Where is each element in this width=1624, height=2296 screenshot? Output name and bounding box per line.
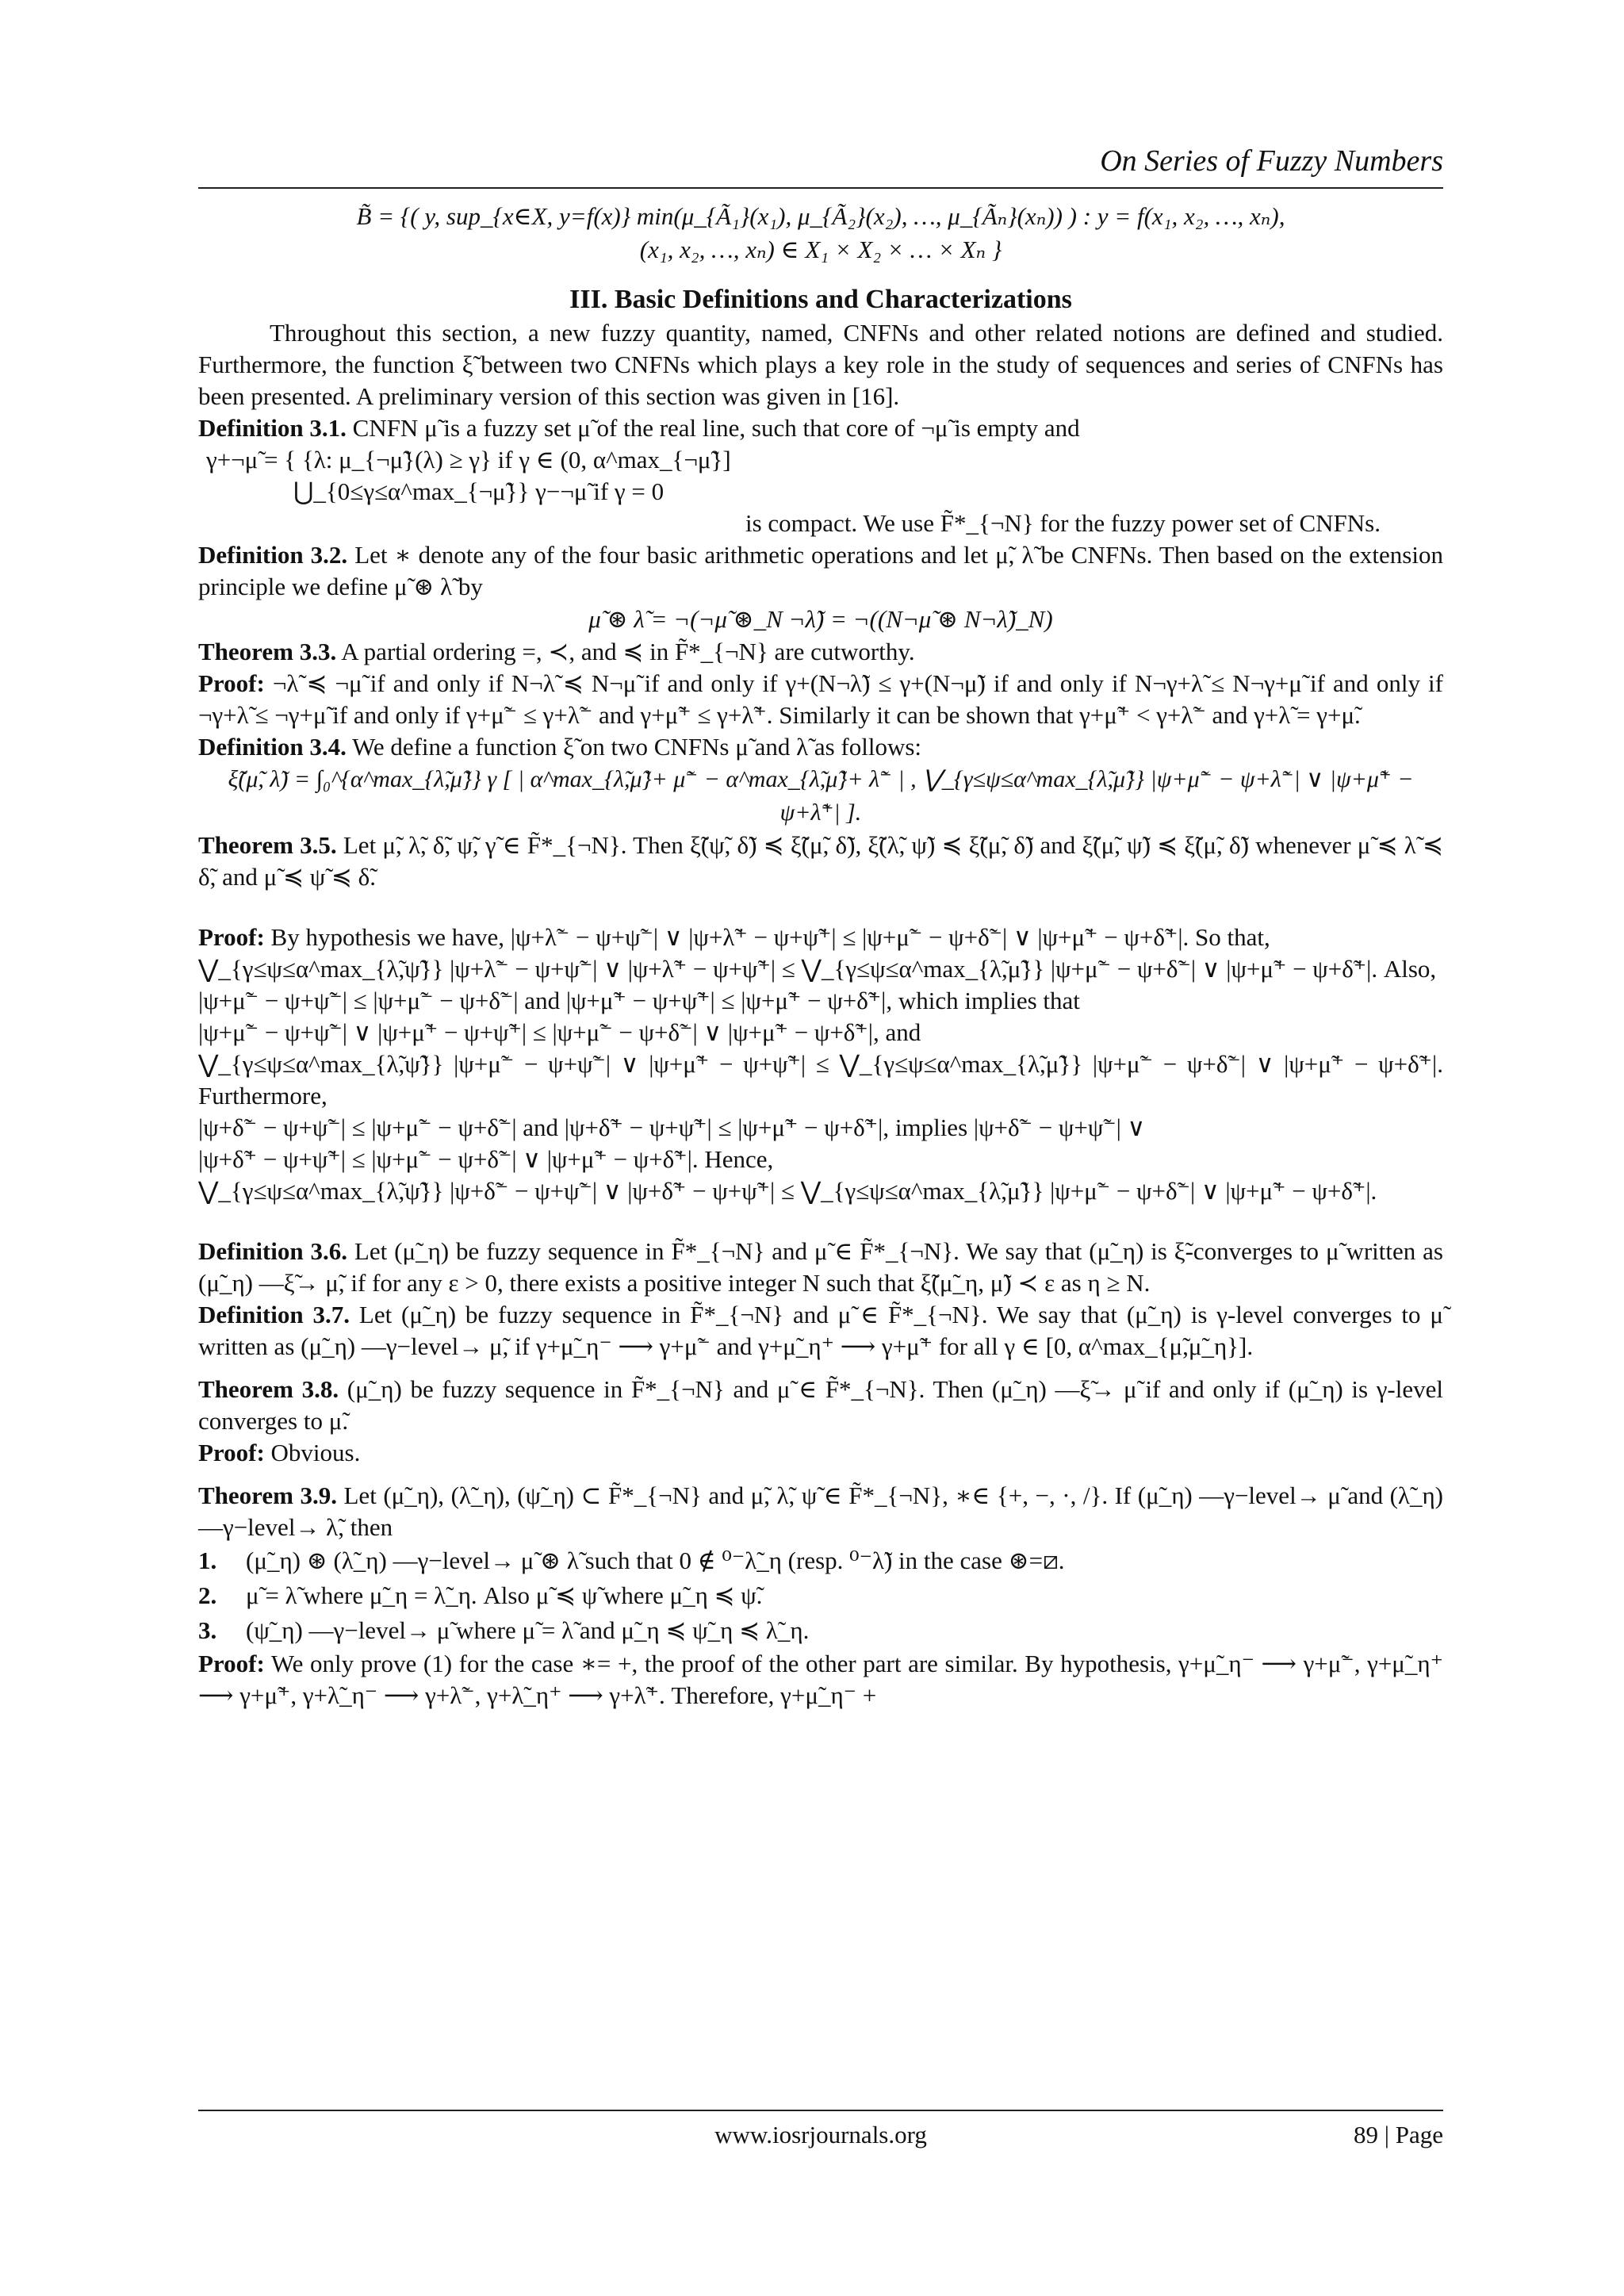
proof-label: Proof:	[198, 923, 265, 951]
definition-label: Definition 3.6.	[198, 1237, 348, 1265]
section-intro: Throughout this section, a new fuzzy quantity, named, CNFNs and other related notions are defined and studied. Furthermore, the function ξ̃ between two CNFNs which plays a key role in the study of sequences and series of CNFNs has been presented. A preliminary version of this section was given in [16].	[198, 319, 1443, 410]
proof-3-5-line7: |ψ+δ̃⁺ − ψ+ψ̃⁺| ≤ |ψ+μ̃⁻ − ψ+δ̃⁻| ∨ |ψ+μ̃⁺ − ψ+δ̃⁺|. Hence,	[198, 1145, 774, 1173]
definition-3-4-equation: ξ̃(μ̃, λ̃) = ∫₀^{α^max_{λ̃,μ̃}} γ [ | α^max_{λ̃,μ̃}+ μ̃⁻ − α^max_{λ̃,μ̃}+ λ̃⁻ | , ⋁_{γ≤ψ≤α^max_{λ̃,μ̃}} |ψ+μ̃⁻ − ψ+λ̃⁻| ∨ |ψ+μ̃⁺ − ψ+λ̃⁺| ].	[228, 766, 1414, 826]
proof-3-5-line8: ⋁_{γ≤ψ≤α^max_{λ̃,ψ̃}} |ψ+δ̃⁻ − ψ+ψ̃⁻| ∨ |ψ+δ̃⁺ − ψ+ψ̃⁺| ≤ ⋁_{γ≤ψ≤α^max_{λ̃,μ̃}} |ψ+μ̃⁻ − ψ+δ̃⁻| ∨ |ψ+μ̃⁺ − ψ+δ̃⁺|.	[198, 1177, 1377, 1205]
definition-3-4	[198, 731, 1443, 763]
proof-3-5-line6: |ψ+δ̃⁻ − ψ+ψ̃⁻| ≤ |ψ+μ̃⁻ − ψ+δ̃⁻| and |ψ+δ̃⁺ − ψ+ψ̃⁺| ≤ |ψ+μ̃⁺ − ψ+δ̃⁺|, implies |ψ+δ̃⁻ − ψ+ψ̃⁻| ∨	[198, 1114, 1146, 1141]
proof-text: By hypothesis we have, |ψ+λ̃⁻ − ψ+ψ̃⁻| ∨ |ψ+λ̃⁺ − ψ+ψ̃⁺| ≤ |ψ+μ̃⁻ − ψ+δ̃⁻| ∨ |ψ+μ̃⁺ − ψ+δ̃⁺|. So that,	[264, 923, 1270, 951]
proof-3-5-line4: |ψ+μ̃⁻ − ψ+ψ̃⁻| ∨ |ψ+μ̃⁺ − ψ+ψ̃⁺| ≤ |ψ+μ̃⁻ − ψ+δ̃⁻| ∨ |ψ+μ̃⁺ − ψ+δ̃⁺|, and	[198, 1018, 921, 1046]
proof-label: Proof:	[198, 1650, 265, 1677]
item-number: 1.	[198, 1547, 217, 1574]
definition-text: Let (μ̃_η) be fuzzy sequence in F̃*_{¬N} and μ̃ ∈ F̃*_{¬N}. We say that (μ̃_η) is γ-level converges to μ̃ written as (μ̃_η) —γ−level→ μ̃, if γ+μ̃_η⁻ ⟶ γ+μ̃⁻ and γ+μ̃_η⁺ ⟶ γ+μ̃⁺ for all γ ∈ [0, α^max_{μ̃,μ̃_η}].	[198, 1301, 1443, 1360]
proof-3-9	[198, 1648, 1443, 1711]
footer-site-link[interactable]: www.iosrjournals.org	[714, 2121, 927, 2148]
definition-text: Let ∗ denote any of the four basic arithmetic operations and let μ̃, λ̃ be CNFNs. Then based on the extension principle we define μ̃ ⊛ λ̃ by	[198, 541, 1443, 600]
item-text: μ̃ = λ̃ where μ̃_η = λ̃_η. Also μ̃ ≼ ψ̃ where μ̃_η ≼ ψ̃.	[246, 1581, 763, 1609]
proof-3-8	[198, 1437, 1443, 1469]
proof-label: Proof:	[198, 669, 265, 697]
running-title: On Series of Fuzzy Numbers	[1100, 144, 1443, 178]
definition-label: Definition 3.1.	[198, 414, 347, 442]
item-text: (μ̃_η) ⊛ (λ̃_η) —γ−level→ μ̃ ⊛ λ̃ such that 0 ∉ ⁰⁻λ̃_η (resp. ⁰⁻λ̃) in the case ⊛=⧄.	[246, 1547, 1065, 1574]
section-title: III. Basic Definitions and Characterizations	[569, 285, 1072, 314]
definition-3-1-case1: γ+¬μ̃ = { {λ: μ_{¬μ̃}(λ) ≥ γ} if γ ∈ (0, α^max_{¬μ̃}]	[206, 446, 731, 473]
definition-3-2-equation: μ̃ ⊛ λ̃ = ¬(¬μ̃ ⊛_N ¬λ̃) = ¬((N¬μ̃ ⊛ N¬λ̃)_N)	[588, 605, 1053, 633]
equation-b-tilde-line1: B̃ = {( y, sup_{x∈X, y=f(x)} min(μ_{Ã₁}(x₁), μ_{Ã₂}(x₂), …, μ_{Ãₙ}(xₙ)) ) : y = f(x₁, x₂, …, xₙ),	[356, 202, 1285, 230]
theorem-label: Theorem 3.8.	[198, 1375, 339, 1403]
theorem-3-9	[198, 1480, 1443, 1543]
definition-3-7	[198, 1299, 1443, 1363]
item-number: 3.	[198, 1616, 217, 1644]
theorem-3-9-item-3	[198, 1613, 1443, 1648]
definition-3-1	[198, 412, 1443, 444]
definition-label: Definition 3.7.	[198, 1301, 350, 1328]
item-number: 2.	[198, 1581, 217, 1609]
definition-text: CNFN μ̃ is a fuzzy set μ̃ of the real line, such that core of ¬μ̃ is empty and	[346, 414, 1080, 442]
proof-text: ¬λ̃ ≼ ¬μ̃ if and only if N¬λ̃ ≼ N¬μ̃ if and only if γ+(N¬λ̃) ≤ γ+(N¬μ̃) if and only if N¬γ+λ̃ ≤ N¬γ+μ̃ if and only if ¬γ+λ̃ ≤ ¬γ+μ̃ if and only if γ+μ̃⁻ ≤ γ+λ̃⁻ and γ+μ̃⁺ ≤ γ+λ̃⁺. Similarly it can be shown that γ+μ̃⁺ < γ+λ̃⁻ and γ+λ̃ = γ+μ̃.	[198, 669, 1443, 729]
theorem-3-9-item-2	[198, 1578, 1443, 1613]
definition-3-1-case2: ⋃_{0≤γ≤α^max_{¬μ̃}} γ−¬μ̃ if γ = 0	[293, 477, 665, 505]
theorem-label: Theorem 3.5.	[198, 831, 337, 859]
equation-b-tilde-line2: (x₁, x₂, …, xₙ) ∈ X₁ × X₂ × … × Xₙ }	[639, 236, 1002, 263]
definition-text: Let (μ̃_η) be fuzzy sequence in F̃*_{¬N} and μ̃ ∈ F̃*_{¬N}. We say that (μ̃_η) is ξ̃-converges to μ̃ written as (μ̃_η) —ξ̃→ μ̃, if for any ε > 0, there exists a positive integer N such that ξ̃(μ̃_η, μ̃) ≺ ε as η ≥ N.	[198, 1237, 1444, 1297]
theorem-3-5	[198, 830, 1443, 893]
definition-label: Definition 3.4.	[198, 733, 347, 761]
theorem-text: (μ̃_η) be fuzzy sequence in F̃*_{¬N} and μ̃ ∈ F̃*_{¬N}. Then (μ̃_η) —ξ̃→ μ̃ if and only if (μ̃_η) is γ-level converges to μ̃.	[198, 1375, 1444, 1435]
theorem-text: A partial ordering =, ≺, and ≼ in F̃*_{¬N} are cutworthy.	[336, 638, 915, 665]
proof-text: Obvious.	[264, 1439, 361, 1466]
definition-text: We define a function ξ̃ on two CNFNs μ̃ and λ̃ as follows:	[346, 733, 922, 761]
theorem-text: Let (μ̃_η), (λ̃_η), (ψ̃_η) ⊂ F̃*_{¬N} and μ̃, λ̃, ψ̃ ∈ F̃*_{¬N}, ∗∈ {+, −, ·, /}. If (μ̃_η) —γ−level→ μ̃ and (λ̃_η) —γ−level→ λ̃, then	[198, 1481, 1443, 1541]
definition-label: Definition 3.2.	[198, 541, 348, 569]
definition-3-1-tail: is compact. We use F̃*_{¬N} for the fuzzy power set of CNFNs.	[745, 509, 1381, 537]
page-number: 89 | Page	[1354, 2121, 1443, 2148]
page-body	[198, 143, 1443, 1711]
item-text: (ψ̃_η) —γ−level→ μ̃ where μ̃ = λ̃ and μ̃_η ≼ ψ̃_η ≼ λ̃_η.	[246, 1616, 810, 1644]
definition-3-6	[198, 1236, 1443, 1299]
theorem-3-3	[198, 636, 1443, 668]
theorem-3-8	[198, 1374, 1443, 1437]
theorem-text: Let μ̃, λ̃, δ̃, ψ̃, γ̃ ∈ F̃*_{¬N}. Then ξ̃(ψ̃, δ̃) ≼ ξ̃(μ̃, δ̃), ξ̃(λ̃, ψ̃) ≼ ξ̃(μ̃, δ̃) and ξ̃(μ̃, ψ̃) ≼ ξ̃(μ̃, δ̃) whenever μ̃ ≼ λ̃ ≼ δ̃, and μ̃ ≼ ψ̃ ≼ δ̃.	[198, 831, 1443, 891]
footer-rule	[198, 2110, 1443, 2111]
proof-3-3	[198, 668, 1443, 731]
proof-3-5-line2: ⋁_{γ≤ψ≤α^max_{λ̃,ψ̃}} |ψ+λ̃⁻ − ψ+ψ̃⁻| ∨ |ψ+λ̃⁺ − ψ+ψ̃⁺| ≤ ⋁_{γ≤ψ≤α^max_{λ̃,μ̃}} |ψ+μ̃⁻ − ψ+δ̃⁻| ∨ |ψ+μ̃⁺ − ψ+δ̃⁺|. Also,	[198, 955, 1437, 983]
proof-3-5-line1	[198, 922, 1443, 953]
proof-text: We only prove (1) for the case ∗= +, the proof of the other part are similar. By hypothesis, γ+μ̃_η⁻ ⟶ γ+μ̃⁻, γ+μ̃_η⁺ ⟶ γ+μ̃⁺, γ+λ̃_η⁻ ⟶ γ+λ̃⁻, γ+λ̃_η⁺ ⟶ γ+λ̃⁺. Therefore, γ+μ̃_η⁻ +	[198, 1650, 1443, 1709]
proof-3-5-line5: ⋁_{γ≤ψ≤α^max_{λ̃,ψ̃}} |ψ+μ̃⁻ − ψ+ψ̃⁻| ∨ |ψ+μ̃⁺ − ψ+ψ̃⁺| ≤ ⋁_{γ≤ψ≤α^max_{λ̃,μ̃}} |ψ+μ̃⁻ − ψ+δ̃⁻| ∨ |ψ+μ̃⁺ − ψ+δ̃⁺|. Furthermore,	[198, 1050, 1443, 1110]
proof-label: Proof:	[198, 1439, 265, 1466]
theorem-label: Theorem 3.3.	[198, 638, 337, 665]
theorem-3-9-item-1	[198, 1543, 1443, 1578]
definition-3-2	[198, 539, 1443, 603]
proof-3-5-line3: |ψ+μ̃⁻ − ψ+ψ̃⁻| ≤ |ψ+μ̃⁻ − ψ+δ̃⁻| and |ψ+μ̃⁺ − ψ+ψ̃⁺| ≤ |ψ+μ̃⁺ − ψ+δ̃⁺|, which implies that	[198, 987, 1080, 1014]
theorem-label: Theorem 3.9.	[198, 1481, 337, 1509]
